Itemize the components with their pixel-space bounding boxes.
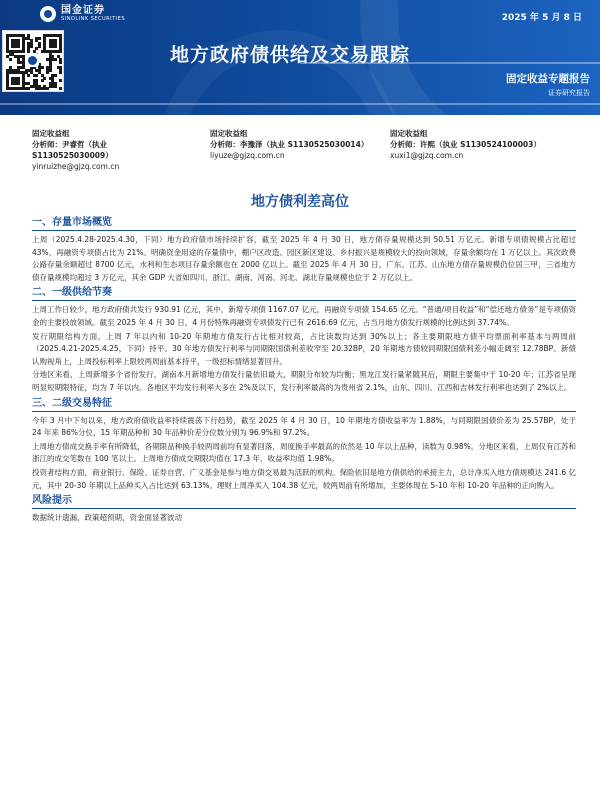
analyst-group: 固定收益组 bbox=[390, 129, 428, 138]
section-paragraph: 今年 3 月中下旬以来，地方政府债收益率持续震荡下行趋势，截至 2025 年 4 月 30 日，10 年期地方债收益率为 1.88%，与同期限国债价差为 25.57BP，处于 24 年来 86%分位，15 年期品种和 30 年品种价差分位数分别为 96.9%和 97.2%。 bbox=[32, 415, 576, 438]
section-paragraph: 发行期限结构方面，上周 7 年以内和 10-20 年期地方债发行占比相对较高，占比读数均达到 30%以上；各主要期限地方债平均票面利率基本与两周前（2025.4.21-2025.4.25，下同）持平。30 年地方债发行利率与同期限国债利差收窄至 20.32BP，20 年期地方债较同期限国债利差小幅走阔至 12.78BP。新债认购视角上，上周投标利率上限较两周前基本持平，一级招标情绪显著回升。 bbox=[32, 331, 576, 366]
logo-name-cn: 国金证券 bbox=[61, 5, 105, 17]
analyst-name: 分析师：许熙（执业 S1130524100003） bbox=[390, 140, 541, 149]
section-paragraph: 投资者结构方面，商业银行、保险、证券自营、广义基金是参与地方债交易最为活跃的机构。保险依旧是地方债供给的承接主力，总计净买入地方债规模达 241.6 亿元，其中 20-30 年期以上品种买入占比达到 63.13%。理财上周净买入 104.38 亿元，较两周前有所增加，主要体现在 5-10 年和 10-20 年品种的正向购入。 bbox=[32, 467, 576, 490]
section-paragraph: 上周地方债成交换手率有所降低，各期限品种换手较两周前均有显著回落，周度换手率最高的依然是 10 年以上品种，读数为 0.98%。分地区来看，上周仅有江苏和浙江的成交笔数在 100 笔以上。上周地方债成交期限均值在 17.3 年，收益率均值 1.98%。 bbox=[32, 441, 576, 464]
logo-name-en: SINOLINK SECURITIES bbox=[61, 15, 125, 22]
qr-code-icon[interactable] bbox=[2, 30, 64, 92]
analyst-card bbox=[32, 128, 119, 172]
risk-text: 数据统计遗漏，政策超预期，资金面显著波动 bbox=[32, 513, 182, 523]
analyst-email[interactable]: yinruizhe@gjzq.com.cn bbox=[32, 162, 120, 171]
analyst-card bbox=[210, 128, 368, 161]
report-body bbox=[32, 214, 576, 525]
risk-heading: 风险提示 bbox=[32, 494, 576, 509]
section-heading: 二、一级供给节奏 bbox=[32, 286, 576, 301]
analyst-group: 固定收益组 bbox=[210, 129, 248, 138]
document-title: 地方债利差高位 bbox=[251, 194, 349, 210]
analyst-list bbox=[0, 128, 600, 170]
decorative-stripe bbox=[0, 103, 600, 105]
analyst-name: 分析师：李豫泽（执业 S1130525030014） bbox=[210, 140, 369, 149]
section-heading: 三、二级交易特征 bbox=[32, 397, 576, 412]
company-logo bbox=[40, 6, 125, 22]
analyst-license: S1130525030009） bbox=[32, 151, 113, 160]
report-type: 固定收益专题报告 bbox=[506, 73, 590, 85]
qr-logo-icon bbox=[28, 56, 37, 65]
logo-icon bbox=[40, 6, 56, 22]
section-paragraph: 上周工作日较少，地方政府债共发行 930.91 亿元，其中，新增专项债 1167.07 亿元，再融资专项债 154.65 亿元。“普通/项目收益”和“偿还地方债务”是专项债资金的主要投放领域。截至 2025 年 4 月 30 日，4 月份特殊再融资专项债发行已有 2616.69 亿元，占当月地方债发行规模的比例达到 37.74%。 bbox=[32, 305, 576, 327]
section-paragraph: 分地区来看，上周新增多个省份发行，湖南本月新增地方债发行量依旧最大，期限分布较为均衡；黑龙江发行量紧随其后，期限主要集中于 10-20 年；江苏省呈现明显短期限特征，均为 7 年以内。各地区平均发行利率大多在 2%及以下，发行利率最高的为贵州省 2.1%，山东、四川、江西和吉林发行利率也达到了 2%以上。 bbox=[32, 370, 576, 392]
analyst-email[interactable]: liyuze@gjzq.com.cn bbox=[210, 151, 285, 160]
report-subtype: 证券研究报告 bbox=[548, 89, 590, 97]
section-heading: 一、存量市场概览 bbox=[32, 216, 576, 231]
report-date: 2025 年 5 月 8 日 bbox=[501, 13, 582, 23]
report-title: 地方政府债供给及交易跟踪 bbox=[170, 44, 411, 66]
analyst-name: 分析师：尹睿哲（执业 bbox=[32, 140, 107, 149]
analyst-group: 固定收益组 bbox=[32, 129, 70, 138]
report-header-banner bbox=[0, 0, 600, 115]
section-paragraph: 上周（2025.4.28-2025.4.30，下同）地方政府债市场持续扩容，截至 2025 年 4 月 30 日，地方债存量规模达到 50.51 万亿元。新增专项债规模占比超过 43%，再融资专项债占比为 21%。明确资金用途的存量债中，棚户区改造、园区新区建设、乡村振兴是规模较大的投向领域，存量余额均在 1 万亿以上。其次政费公路存量余额超过 8700 亿元，水利和生态项目存量余额也在 2000 亿以上。截至 2025 年 4 月 30 日，广东、江苏、山东地方债存量规模仍位居三甲，三省地方债存量规模均超过 3 万亿元，其余 GDP 大省如四川、浙江、湖南、河南、河北、湖北存量规模也位于 2 万亿以上。 bbox=[32, 235, 576, 282]
analyst-card bbox=[390, 128, 541, 161]
analyst-email[interactable]: xuxi1@gjzq.com.cn bbox=[390, 151, 464, 160]
